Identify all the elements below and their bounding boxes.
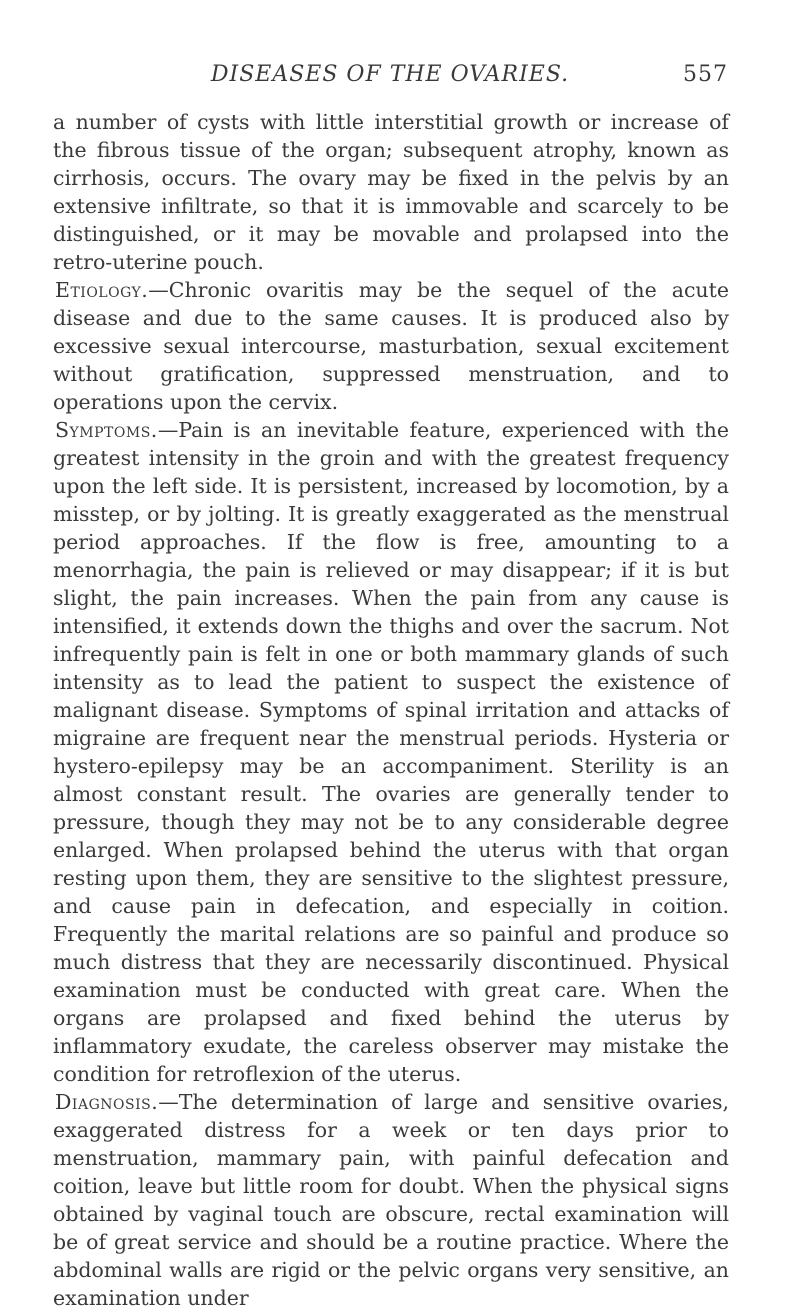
page-number: 557 xyxy=(683,62,728,87)
paragraph-symptoms xyxy=(53,416,729,1088)
paragraph-diagnosis xyxy=(53,1088,729,1312)
paragraph-text: —Pain is an inevitable feature, experienced with the greatest intensity in the groin and with the greatest frequency upon the left side. It is persistent, increased by locomotion, by a misstep, or by jolting. It is greatly exaggerated as the menstrual period approaches. If the flow is free, amounting to a menorrhagia, the pain is relieved or may disappear; if it is but slight, the pain increases. When the pain from any cause is intensified, it extends down the thighs and over the sacrum. Not infrequently pain is felt in one or both mammary glands of such intensity as to lead the patient to suspect the existence of malignant disease. Symptoms of spinal irritation and attacks of migraine are frequent near the menstrual periods. Hysteria or hystero-epilepsy may be an accompaniment. Sterility is an almost constant result. The ovaries are generally tender to pressure, though they may not be to any considerable degree enlarged. When prolapsed behind the uterus with that organ resting upon them, they are sensitive to the slightest pressure, and cause pain in defecation, and especially in coition. Frequently the marital relations are so painful and produce so much distress that they are necessarily discontinued. Physical examination must be conducted with great care. When the organs are prolapsed and fixed behind the uterus by inflammatory exudate, the careless observer may mistake the condition for retroflexion of the uterus. xyxy=(53,418,729,1086)
body-text xyxy=(53,108,729,1312)
section-heading-symptoms: Symptoms. xyxy=(55,418,158,442)
section-heading-diagnosis: Diagnosis. xyxy=(55,1090,159,1114)
paragraph-text: —The determination of large and sensitive ovaries, exaggerated distress for a week or ten days prior to menstruation, mammary pain, with painful defecation and coition, leave but little room for doubt. When the physical signs obtained by vaginal touch are obscure, rectal examination will be of great service and should be a routine practice. Where the abdominal walls are rigid or the pelvic organs very sensitive, an examination under xyxy=(53,1090,729,1310)
paragraph-text: —Chronic ovaritis may be the sequel of the acute disease and due to the same causes. It is produced also by excessive sexual intercourse, masturbation, sexual excitement without gratification, suppressed menstruation, and to operations upon the cervix. xyxy=(53,278,729,414)
section-heading-etiology: Etiology. xyxy=(55,278,149,302)
paragraph-text: a number of cysts with little interstitial growth or increase of the fibrous tissue of the organ; subsequent atrophy, known as cirrhosis, occurs. The ovary may be fixed in the pelvis by an extensive infiltrate, so that it is immovable and scarcely to be distinguished, or it may be movable and prolapsed into the retro-uterine pouch. xyxy=(53,110,729,274)
running-head: DISEASES OF THE OVARIES. xyxy=(210,62,570,87)
page-header xyxy=(52,62,728,92)
paragraph-cirrhosis xyxy=(53,108,729,276)
paragraph-etiology xyxy=(53,276,729,416)
